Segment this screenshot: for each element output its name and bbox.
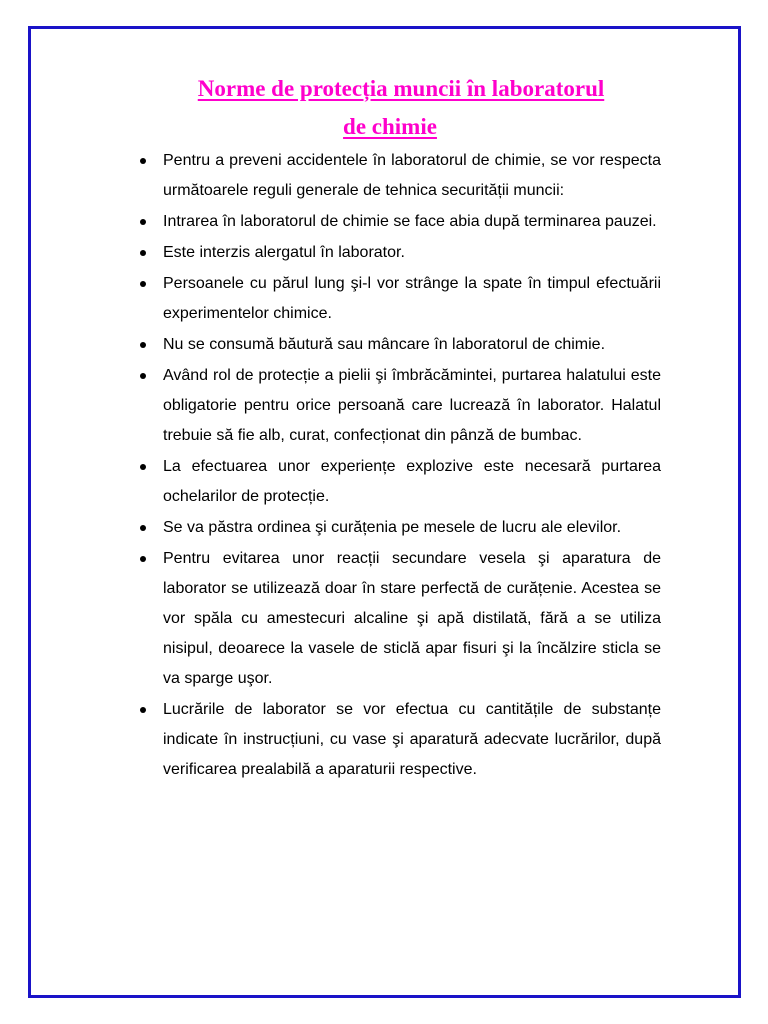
bullet-icon xyxy=(140,556,146,562)
rule-text: Nu se consumă băutură sau mâncare în laboratorul de chimie. xyxy=(163,336,606,353)
list-item xyxy=(137,207,661,237)
document-title-line-1: Norme de protecția muncii în laboratorul xyxy=(197,76,605,101)
list-item xyxy=(137,695,661,785)
rule-text: La efectuarea unor experiențe explozive este necesară purtarea ochelarilor de protecție. xyxy=(163,458,661,505)
rule-text: Pentru a preveni accidentele în laboratorul de chimie, se vor respecta următoarele reguli generale de tehnica securității muncii: xyxy=(163,152,661,199)
rule-text: Este interzis alergatul în laborator. xyxy=(163,244,405,261)
list-item xyxy=(137,361,661,451)
bullet-icon xyxy=(140,525,146,531)
document-title-line-2: de chimie xyxy=(343,114,437,139)
bullet-icon xyxy=(140,707,146,713)
list-item xyxy=(137,544,661,694)
list-item xyxy=(137,330,661,360)
list-item xyxy=(137,238,661,268)
bullet-icon xyxy=(140,281,146,287)
rule-text: Având rol de protecție a pielii şi îmbrăcămintei, purtarea halatului este obligatorie pentru orice persoană care lucrează în laborator. Halatul trebuie să fie alb, curat, confecționat din pânză de bumbac. xyxy=(163,367,661,444)
bullet-icon xyxy=(140,219,146,225)
list-item xyxy=(137,269,661,329)
list-item xyxy=(137,146,661,206)
bullet-icon xyxy=(140,250,146,256)
bullet-icon xyxy=(140,158,146,164)
list-item xyxy=(137,513,661,543)
list-item xyxy=(137,452,661,512)
rule-text: Persoanele cu părul lung şi-l vor strânge la spate în timpul efectuării experimentelor chimice. xyxy=(163,275,661,322)
bullet-icon xyxy=(140,373,146,379)
rule-text: Intrarea în laboratorul de chimie se face abia după terminarea pauzei. xyxy=(163,213,657,230)
bullet-icon xyxy=(140,342,146,348)
rule-text: Pentru evitarea unor reacții secundare vesela şi aparatura de laborator se utilizează doar în stare perfectă de curățenie. Acestea se vor spăla cu amestecuri alcaline şi apă distilată, fără a se utiliza nisipul, deoarece la vasele de sticlă apar fisuri şi la încălzire sticla se va sparge uşor. xyxy=(163,550,661,687)
rule-text: Se va păstra ordinea şi curățenia pe mesele de lucru ale elevilor. xyxy=(163,519,622,536)
bullet-icon xyxy=(140,464,146,470)
rule-text: Lucrările de laborator se vor efectua cu cantitățile de substanțe indicate în instrucțiuni, cu vase şi aparatură adecvate lucrărilor, după verificarea prealabilă a aparaturii respective. xyxy=(163,701,661,778)
safety-rules-list xyxy=(137,146,661,785)
